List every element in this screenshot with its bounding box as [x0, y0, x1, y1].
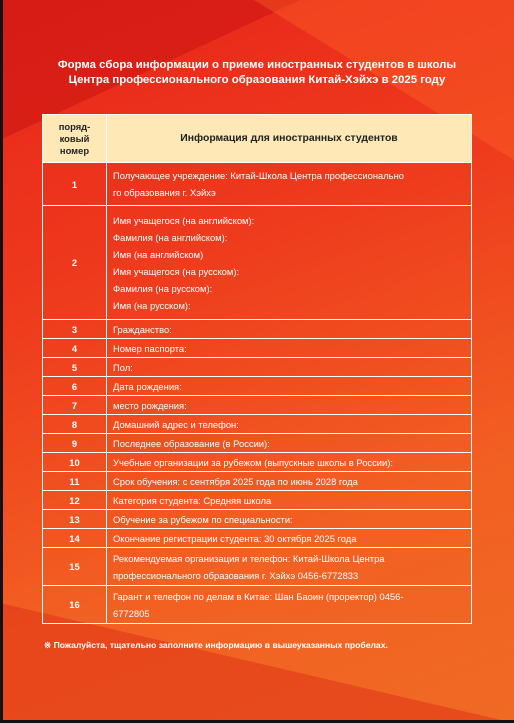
- info-line: место рождения:: [113, 399, 187, 411]
- row-info: [107, 453, 472, 472]
- header-info: Информация для иностранных студентов: [107, 115, 472, 163]
- row-number: 3: [43, 320, 107, 339]
- row-number: 8: [43, 415, 107, 434]
- info-line: Рекомендуемая организация и телефон: Китай-Школа Центра: [113, 552, 385, 564]
- info-line: Обучение за рубежом по специальности:: [113, 513, 293, 525]
- info-line: Фамилия (на английском):: [113, 231, 228, 243]
- table-row: [43, 453, 472, 472]
- header-number: [43, 115, 107, 163]
- row-info: [107, 415, 472, 434]
- info-line: Фамилия (на русском):: [113, 282, 213, 294]
- row-number: 2: [43, 206, 107, 320]
- row-info: [107, 206, 472, 320]
- row-number: 13: [43, 510, 107, 529]
- row-info: [107, 339, 472, 358]
- info-line: Учебные организации за рубежом (выпускные школы в России):: [113, 456, 393, 468]
- info-line: Окончание регистрации студента: 30 октября 2025 года: [113, 532, 357, 544]
- row-number: 16: [43, 586, 107, 624]
- table-row: [43, 396, 472, 415]
- table-row: [43, 491, 472, 510]
- info-line: Имя (на русском):: [113, 299, 191, 311]
- row-number: 10: [43, 453, 107, 472]
- row-info: [107, 491, 472, 510]
- title-line-1: Форма сбора информации о приеме иностранных студентов в школы: [57, 59, 457, 71]
- row-number: 9: [43, 434, 107, 453]
- row-number: 14: [43, 529, 107, 548]
- info-line: Гарант и телефон по делам в Китае: Шан Баоин (проректор) 0456-: [113, 590, 404, 602]
- header-number-line-3: номер: [59, 144, 90, 156]
- footer-note: ※ Пожалуйста, тщательно заполните информацию в вышеуказанных пробелах.: [44, 640, 388, 650]
- row-info: [107, 529, 472, 548]
- row-number: 15: [43, 548, 107, 586]
- info-line: профессионального образования г. Хэйхэ 0456-6772833: [113, 569, 359, 581]
- table-row: [43, 163, 472, 206]
- info-line: 6772805: [113, 607, 150, 619]
- table-row: [43, 339, 472, 358]
- row-info: [107, 377, 472, 396]
- table-header-row: [43, 115, 472, 163]
- info-line: Получающее учреждение: Китай-Школа Центра профессионально: [113, 170, 404, 181]
- info-line: Пол:: [113, 361, 133, 373]
- info-line: го образования г. Хэйхэ: [113, 187, 216, 198]
- title-line-2: Центра профессионального образования Китай-Хэйхэ в 2025 году: [68, 74, 446, 86]
- info-line: Срок обучения: с сентября 2025 года по июнь 2028 года: [113, 475, 358, 487]
- table-row: [43, 472, 472, 491]
- info-form-table: [42, 114, 472, 624]
- row-info: [107, 548, 472, 586]
- row-number: 4: [43, 339, 107, 358]
- row-number: 12: [43, 491, 107, 510]
- table-row: [43, 377, 472, 396]
- document-title: [20, 58, 494, 88]
- row-info: [107, 396, 472, 415]
- info-line: Последнее образование (в России):: [113, 437, 270, 449]
- row-number: 5: [43, 358, 107, 377]
- row-info: [107, 358, 472, 377]
- info-line: Категория студента: Средняя школа: [113, 494, 272, 506]
- table-row: [43, 529, 472, 548]
- row-info: [107, 320, 472, 339]
- table-row: [43, 548, 472, 586]
- table-row: [43, 415, 472, 434]
- info-line: Гражданство:: [113, 323, 172, 335]
- row-number: 1: [43, 163, 107, 206]
- table-row: [43, 510, 472, 529]
- info-line: Имя учащегося (на английском):: [113, 214, 255, 226]
- table-row: [43, 434, 472, 453]
- row-number: 7: [43, 396, 107, 415]
- table-row: [43, 320, 472, 339]
- info-line: Имя учащегося (на русском):: [113, 265, 240, 277]
- table-row: [43, 586, 472, 624]
- info-line: Номер паспорта:: [113, 342, 187, 354]
- row-info: [107, 163, 472, 206]
- row-info: [107, 586, 472, 624]
- info-line: Дата рождения:: [113, 380, 182, 392]
- row-info: [107, 510, 472, 529]
- info-line: Имя (на английском): [113, 248, 204, 260]
- row-number: 11: [43, 472, 107, 491]
- row-info: [107, 434, 472, 453]
- row-number: 6: [43, 377, 107, 396]
- row-info: [107, 472, 472, 491]
- info-line: Домашний адрес и телефон:: [113, 418, 239, 430]
- table-row: [43, 206, 472, 320]
- header-number-line-2: ковый: [59, 132, 90, 144]
- table-row: [43, 358, 472, 377]
- header-number-line-1: поряд-: [58, 120, 91, 132]
